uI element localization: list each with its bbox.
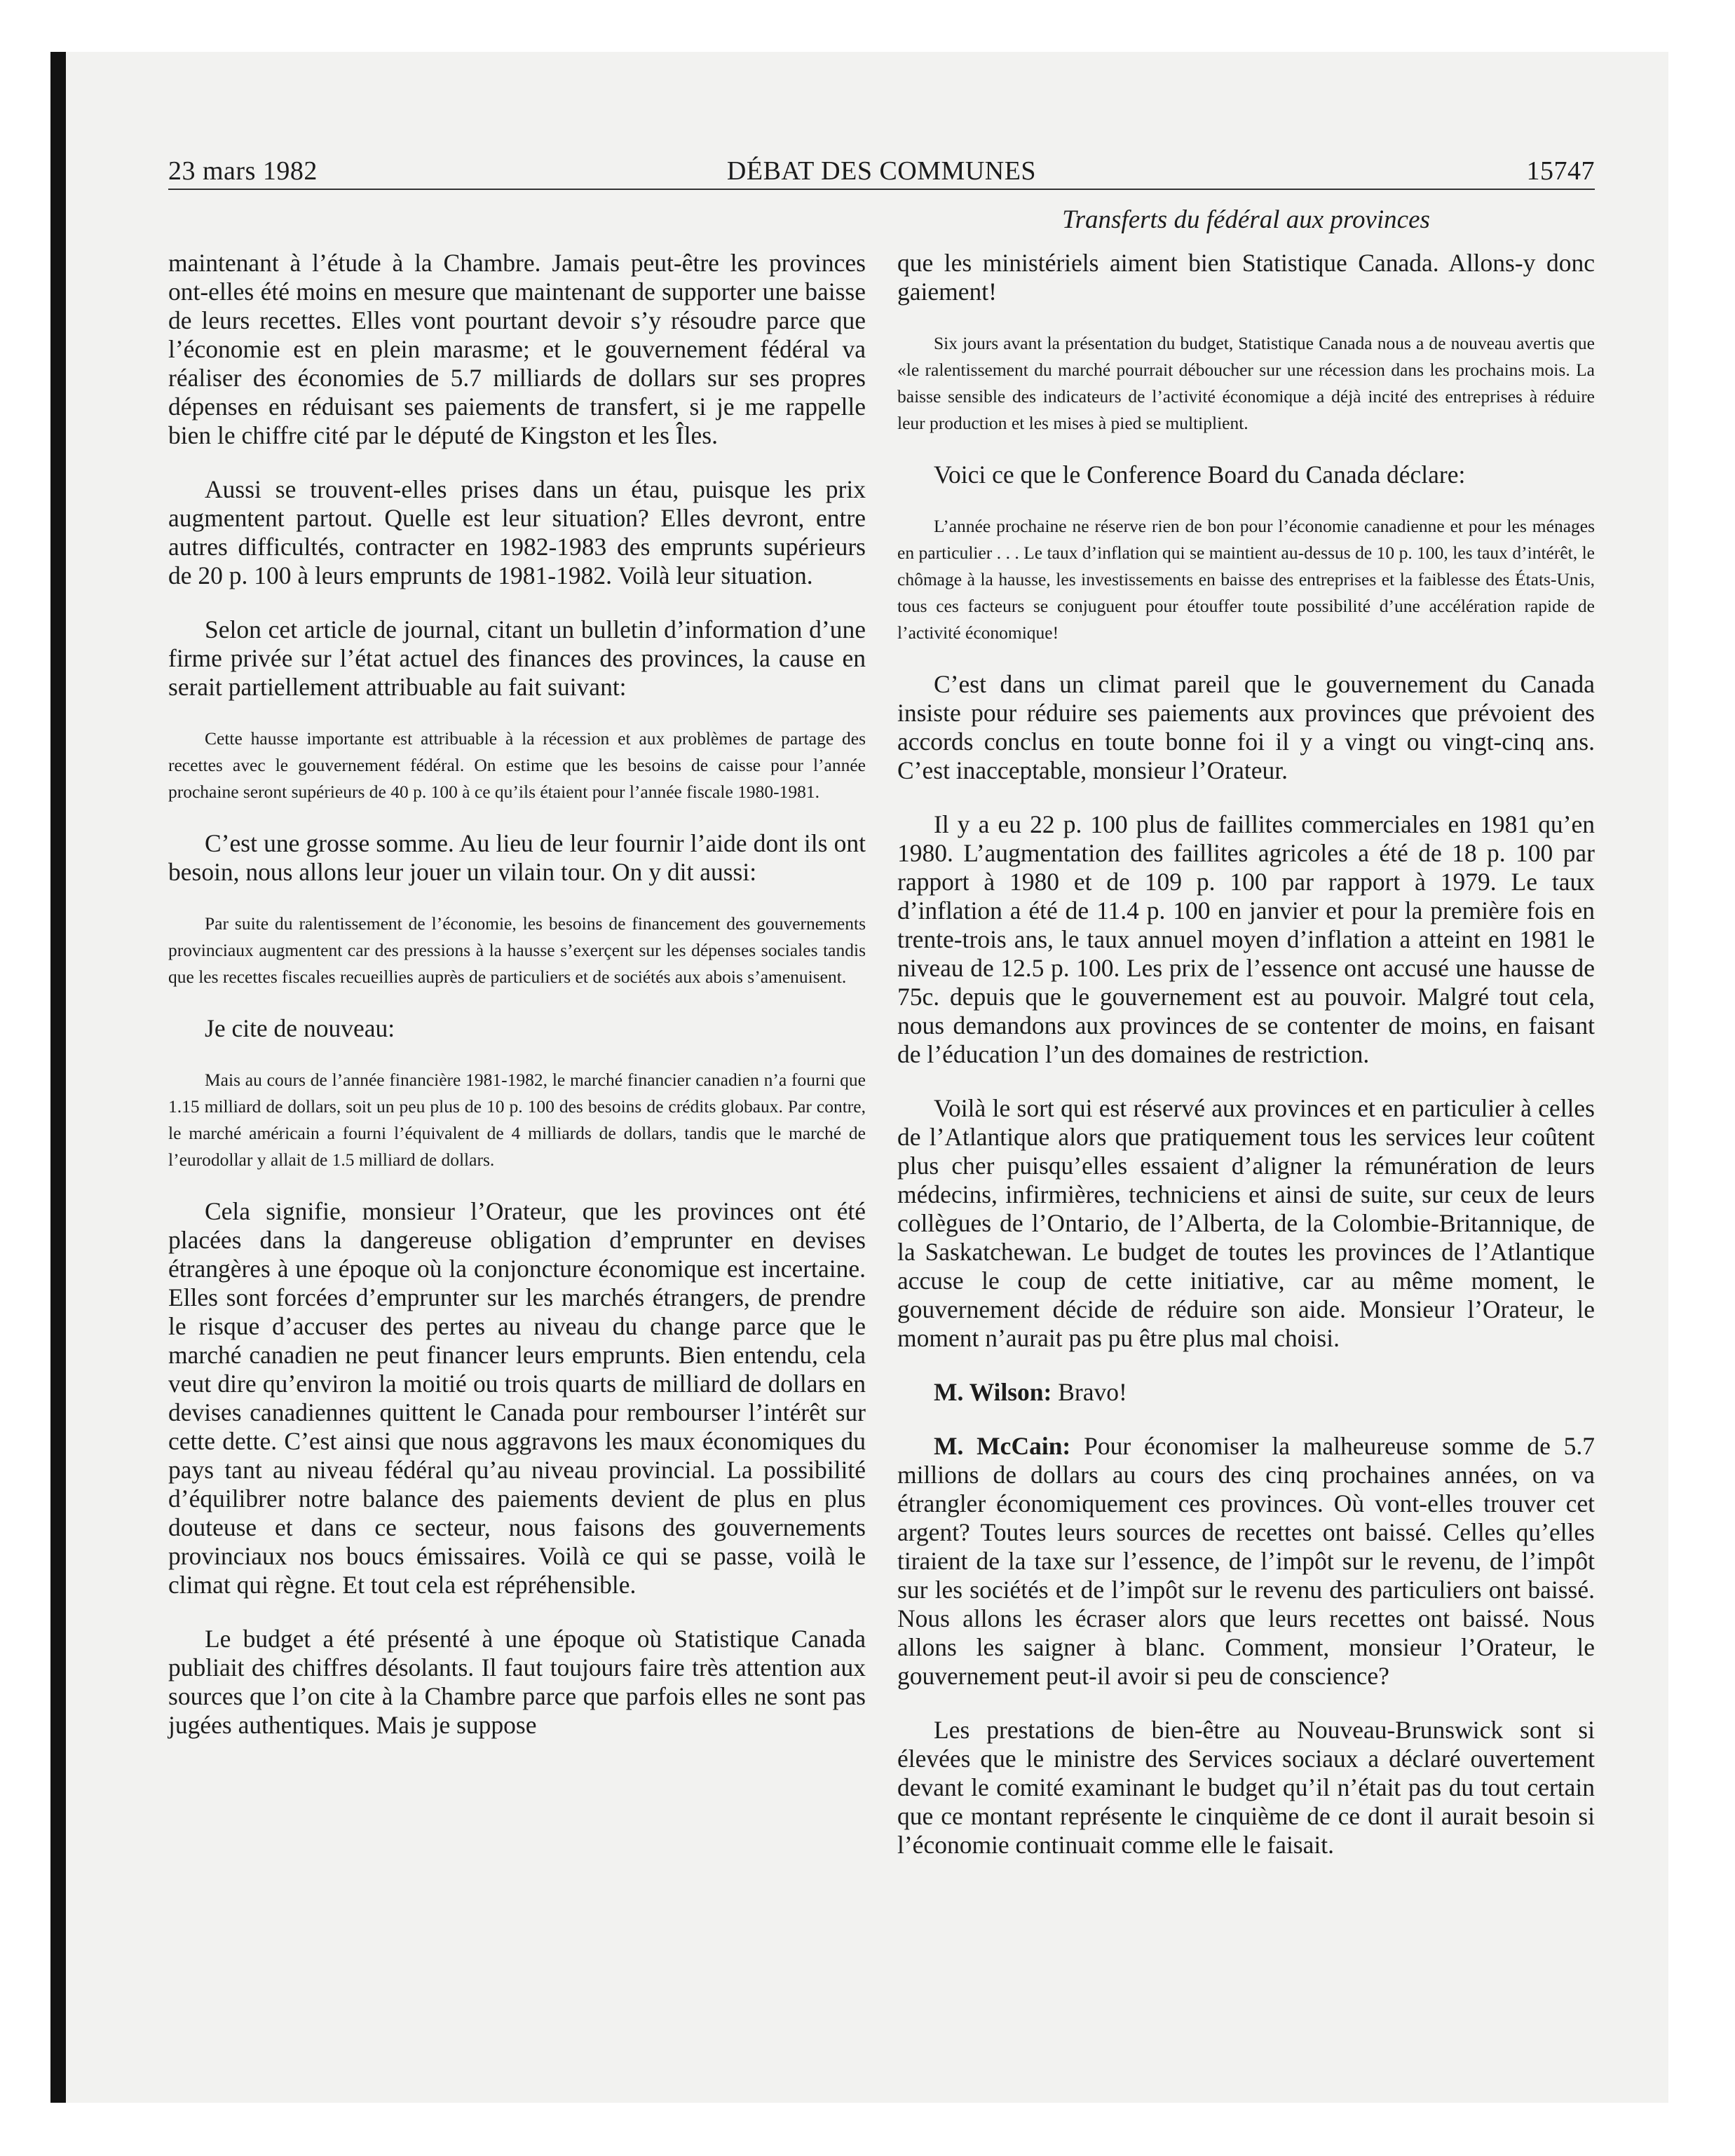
left-column xyxy=(168,249,866,1740)
paragraph: Je cite de nouveau: xyxy=(205,1014,395,1042)
header-date: 23 mars 1982 xyxy=(168,156,318,186)
quotation-text: Par suite du ralentissement de l’économie, les besoins de financement des gouvernements provinciaux augmentent car des pressions à la hausse s’exerçent sur les dépenses sociales tandis que les recettes fiscales recueillies auprès de particuliers et de sociétés aux abois s’amenuisent. xyxy=(168,913,866,987)
page-header xyxy=(168,156,1595,188)
speaker-name: M. Wilson: xyxy=(934,1378,1052,1406)
quotation-text: Mais au cours de l’année financière 1981-1982, le marché financier canadien n’a fourni que 1.15 milliard de dollars, soit un peu plus de 10 p. 100 des besoins de crédits globaux. Par contre, le marché américain a fourni l’équivalent de 4 milliards de dollars, tandis que le marché de l’eurodollar y allait de 1.5 milliard de dollars. xyxy=(168,1070,866,1170)
paragraph: Il y a eu 22 p. 100 plus de faillites commerciales en 1981 qu’en 1980. L’augmentation des faillites agricoles a été de 18 p. 100 par rapport à 1980 et de 109 p. 100 par rapport à 1979. Le taux d’inflation a été de 11.4 p. 100 en janvier et pour la première fois en trente-trois ans, le taux annuel moyen d’inflation a atteint en 1981 le niveau de 12.5 p. 100. Les prix de l’essence ont accusé une hausse de 75c. depuis que le gouvernement est au pouvoir. Malgré tout cela, nous demandons aux provinces de se contenter de moins, en faisant de l’éducation l’un des domaines de restriction. xyxy=(897,810,1595,1068)
paragraph: Cela signifie, monsieur l’Orateur, que les provinces ont été placées dans la dangereuse obligation d’emprunter en devises étrangères à une époque où la conjoncture économique est incertaine. Elles sont forcées d’emprunter sur les marchés étrangers, de prendre le risque d’accuser des pertes au niveau du change parce que le marché canadien ne peut financer leurs emprunts. Bien entendu, cela veut dire qu’environ la moitié ou trois quarts de milliard de dollars en devises canadiennes quittent le Canada pour rembourser l’intérêt sur cette dette. C’est ainsi que nous aggravons les maux économiques du pays tant au niveau fédéral qu’au niveau provincial. La possibilité d’équilibrer notre balance des paiements devient de plus en plus douteuse et dans ce secteur, nous faisons des gouvernements provinciaux nos boucs émissaires. Voilà ce qui se passe, voilà le climat qui règne. Et tout cela est répréhensible. xyxy=(168,1197,866,1599)
speech-text: Bravo! xyxy=(1058,1378,1127,1406)
header-rule xyxy=(168,189,1595,190)
paragraph: C’est une grosse somme. Au lieu de leur fournir l’aide dont ils ont besoin, nous allons leur jouer un vilain tour. On y dit aussi: xyxy=(168,829,866,886)
speaker-name: M. McCain: xyxy=(934,1432,1071,1460)
speech xyxy=(897,1378,1595,1407)
quotation xyxy=(168,725,866,805)
quotation xyxy=(168,910,866,990)
quotation-text: Cette hausse importante est attribuable à la récession et aux problèmes de partage des recettes avec le gouvernement fédéral. On estime que les besoins de caisse pour l’année prochaine seront supérieurs de 40 p. 100 à ce qu’ils étaient pour l’année fiscale 1980-1981. xyxy=(168,728,866,802)
quotation-text: Six jours avant la présentation du budget, Statistique Canada nous a de nouveau avertis que «le ralentissement du marché pourrait déboucher sur une récession dans les prochains mois. La baisse sensible des indicateurs de l’activité économique a déjà incité des entreprises à réduire leur production et les mises à pied se multiplient. xyxy=(897,333,1595,433)
paragraph: Voici ce que le Conference Board du Canada déclare: xyxy=(934,460,1466,489)
quotation xyxy=(168,1067,866,1173)
running-subject: Transferts du fédéral aux provinces xyxy=(1062,205,1430,234)
paragraph: C’est dans un climat pareil que le gouvernement du Canada insiste pour réduire ses paiements aux provinces que prévoient des accords conclus en toute bonne foi il y a vingt ou vingt-cinq ans. C’est inacceptable, monsieur l’Orateur. xyxy=(897,670,1595,784)
speech xyxy=(897,1432,1595,1691)
paragraph: que les ministériels aiment bien Statistique Canada. Allons-y donc gaiement! xyxy=(897,249,1595,306)
paragraph: Les prestations de bien-être au Nouveau-Brunswick sont si élevées que le ministre des Services sociaux a déclaré ouvertement devant le comité examinant le budget qu’il n’était pas du tout certain que ce montant représente le cinquième de ce dont il aurait besoin si l’économie continuait comme elle le faisait. xyxy=(897,1716,1595,1859)
quotation xyxy=(897,330,1595,437)
quotation-text: L’année prochaine ne réserve rien de bon pour l’économie canadienne et pour les ménages en particulier . . . Le taux d’inflation qui se maintient au-dessus de 10 p. 100, les taux d’intérêt, le chômage à la hausse, les investissements en baisse des entreprises et la faiblesse des États-Unis, tous ces facteurs se conjuguent pour étouffer toute possibilité d’une accélération rapide de l’activité économique! xyxy=(897,516,1595,643)
paragraph: Voilà le sort qui est réservé aux provinces et en particulier à celles de l’Atlantique alors que pratiquement tous les services leur coûtent plus cher puisqu’elles essaient d’aligner la rémunération de leurs médecins, infirmières, techniciens et ainsi de suite, sur ceux de leurs collègues de l’Ontario, de l’Alberta, de la Colombie-Britannique, de la Saskatchewan. Le budget de toutes les provinces de l’Atlantique accuse le coup de cette initiative, car au même moment, le gouvernement décide de réduire son aide. Monsieur l’Orateur, le moment n’aurait pas pu être plus mal choisi. xyxy=(897,1094,1595,1352)
quotation xyxy=(897,513,1595,646)
paragraph: Le budget a été présenté à une époque où Statistique Canada publiait des chiffres désolants. Il faut toujours faire très attention aux sources que l’on cite à la Chambre parce que parfois elles ne sont pas jugées authentiques. Mais je suppose xyxy=(168,1625,866,1739)
scan-border xyxy=(50,52,66,2103)
paragraph: Aussi se trouvent-elles prises dans un étau, puisque les prix augmentent partout. Quelle est leur situation? Elles devront, entre autres difficultés, contracter en 1982-1983 des emprunts supérieurs de 20 p. 100 à leurs emprunts de 1981-1982. Voilà leur situation. xyxy=(168,475,866,589)
speech-text: Pour économiser la malheureuse somme de 5.7 millions de dollars au cours des cinq prochaines années, on va étrangler économiquement ces provinces. Où vont-elles trouver cet argent? Toutes leurs sources de recettes ont baissé. Celles qu’elles tiraient de la taxe sur l’essence, de l’impôt sur le revenu, de l’impôt sur les sociétés et de l’impôt sur le revenu des particuliers ont baissé. Nous allons les écraser alors que leurs recettes ont baissé. Nous allons les saigner à blanc. Comment, monsieur l’Orateur, le gouvernement peut-il avoir si peu de conscience? xyxy=(897,1432,1595,1690)
paragraph: Selon cet article de journal, citant un bulletin d’information d’une firme privée sur l’état actuel des finances des provinces, la cause en serait partiellement attribuable au fait suivant: xyxy=(168,615,866,701)
paragraph: maintenant à l’étude à la Chambre. Jamais peut-être les provinces ont-elles été moins en mesure que maintenant de supporter une baisse de leurs recettes. Elles vont pourtant devoir s’y résoudre parce que l’économie est en plein marasme; et le gouvernement fédéral va réaliser des économies de 5.7 milliards de dollars sur ses propres dépenses en réduisant ses paiements de transfert, si je me rappelle bien le chiffre cité par le député de Kingston et les Îles. xyxy=(168,249,866,449)
header-title: DÉBAT DES COMMUNES xyxy=(726,156,1037,186)
page-number: 15747 xyxy=(1526,156,1595,186)
right-column xyxy=(897,249,1595,1860)
